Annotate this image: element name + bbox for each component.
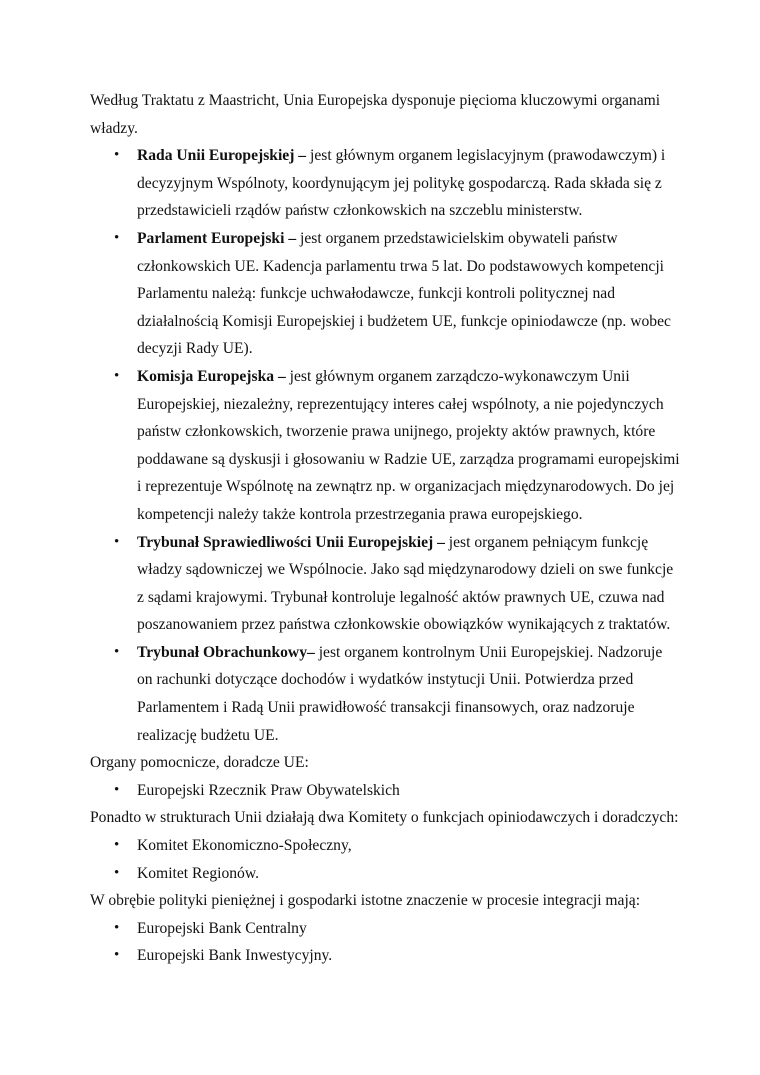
bullet-icon: •	[114, 864, 120, 881]
organ-description: jest organem kontrolnym Unii Europejskiej. Nadzoruje on rachunki dotyczące dochodów i wydatków instytucji Unii. Potwierdza przed Parlamentem i Radą Unii prawidłowość transakcji finansowych, oraz nadzoruje realizację budżetu UE.	[137, 643, 663, 744]
organ-name: Komisja Europejska –	[137, 367, 286, 385]
list-item-rada	[90, 142, 680, 225]
list-item-parlament	[90, 225, 680, 363]
organ-name: Parlament Europejski –	[137, 229, 297, 247]
bullet-icon: •	[114, 947, 120, 964]
list-item-text: Europejski Bank Inwestycyjny.	[137, 947, 333, 965]
organ-name: Trybunał Obrachunkowy–	[137, 643, 315, 661]
list-item-trybunal-sprawiedliwosci	[90, 529, 680, 639]
organ-description: jest organem przedstawicielskim obywateli państw członkowskich UE. Kadencja parlamentu trwa 5 lat. Do podstawowych kompetencji Parlamentu należą: funkcje uchwałodawcze, funkcji kontroli politycznej nad działalnością Komisji Europejskiej i budżetem UE, funkcje opiniodawcze (np. wobec decyzji Rady UE).	[137, 229, 671, 358]
organ-name: Rada Unii Europejskiej –	[137, 147, 311, 165]
bullet-icon: •	[114, 533, 120, 550]
organ-description: jest głównym organem zarządczo-wykonawczym Unii Europejskiej, niezależny, reprezentujący interes całej wspólnoty, a nie pojedynczych państw członkowskich, tworzenie prawa unijnego, projekty aktów prawnych, które poddawane są dyskusji i głosowaniu w Radzie UE, zarządza programami europejskimi i reprezentuje Wspólnotę na zewnątrz np. w organizacjach międzynarodowych. Do jej kompetencji należy także kontrola przestrzegania prawa europejskiego.	[137, 367, 680, 523]
auxiliary-list	[90, 777, 680, 805]
intro-paragraph: Według Traktatu z Maastricht, Unia Europejska dysponuje pięcioma kluczowymi organami władzy.	[90, 92, 661, 137]
list-item-komisja	[90, 363, 680, 529]
banks-heading: W obrębie polityki pieniężnej i gospodarki istotne znaczenie w procesie integracji mają:	[90, 892, 641, 910]
list-item-text: Komitet Ekonomiczno-Społeczny,	[137, 837, 352, 855]
list-item	[90, 915, 680, 943]
organs-list	[90, 142, 680, 749]
bullet-icon: •	[114, 781, 120, 798]
list-item	[90, 860, 680, 888]
list-item-text: Komitet Regionów.	[137, 864, 259, 882]
bullet-icon: •	[114, 147, 120, 164]
bullet-icon: •	[114, 919, 120, 936]
organ-description: jest głównym organem legislacyjnym (prawodawczym) i decyzyjnym Wspólnoty, koordynującym jej politykę gospodarczą. Rada składa się z przedstawicieli rządów państw członkowskich na szczeblu ministerstw.	[137, 147, 666, 220]
bullet-icon: •	[114, 367, 120, 384]
committees-heading: Ponadto w strukturach Unii działają dwa Komitety o funkcjach opiniodawczych i doradczych:	[90, 809, 679, 827]
list-item-text: Europejski Rzecznik Praw Obywatelskich	[137, 781, 400, 799]
list-item	[90, 777, 680, 805]
list-item-trybunal-obrachunkowy	[90, 639, 680, 749]
auxiliary-heading: Organy pomocnicze, doradcze UE:	[90, 754, 309, 772]
bullet-icon: •	[114, 837, 120, 854]
organ-description: jest organem pełniącym funkcję władzy sądowniczej we Wspólnocie. Jako sąd międzynarodowy dzieli on swe funkcje z sądami krajowymi. Trybunał kontroluje legalność aktów prawnych UE, czuwa nad poszanowaniem przez państwa członkowskie obowiązków wynikających z traktatów.	[137, 533, 674, 634]
list-item	[90, 942, 680, 970]
committees-list	[90, 832, 680, 887]
organ-name: Trybunał Sprawiedliwości Unii Europejskiej –	[137, 533, 445, 551]
bullet-icon: •	[114, 643, 120, 660]
list-item	[90, 832, 680, 860]
document-page	[90, 87, 680, 970]
bullet-icon: •	[114, 229, 120, 246]
list-item-text: Europejski Bank Centralny	[137, 919, 307, 937]
banks-list	[90, 915, 680, 970]
